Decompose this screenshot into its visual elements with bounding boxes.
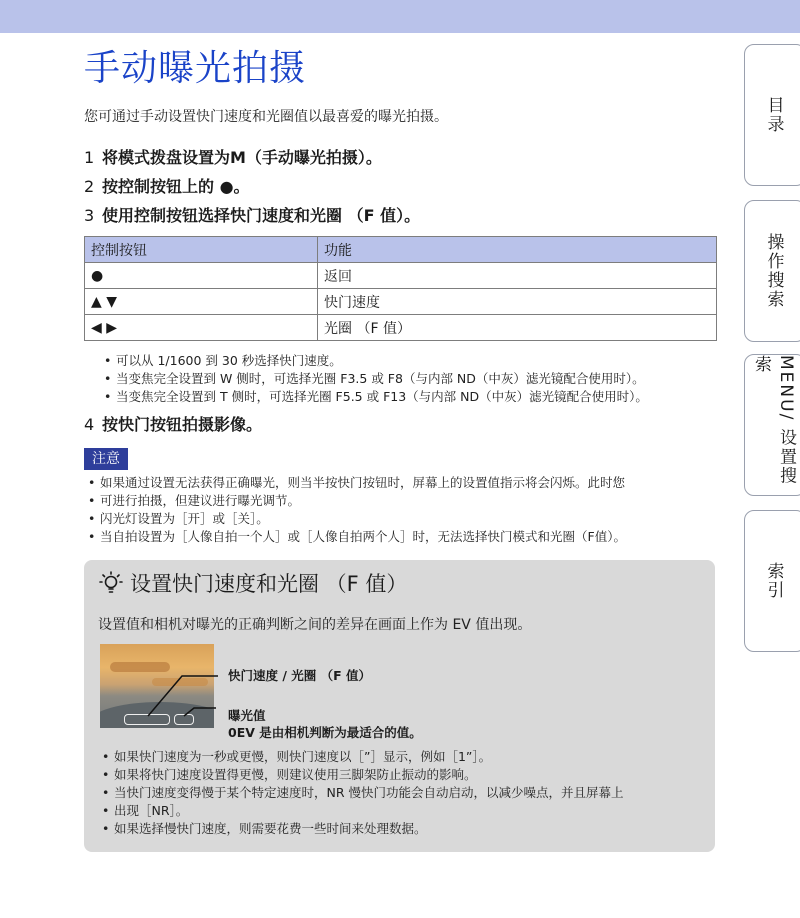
table-cell: 返回 — [318, 263, 717, 289]
list-item: • 闪光灯设置为［开］或［关］。 — [84, 510, 724, 528]
step-text: 按控制按钮上的 ●。 — [102, 177, 250, 196]
list-item-text: 可进行拍摄，但建议进行曝光调节。 — [100, 493, 301, 508]
table-header: 控制按钮 — [85, 237, 318, 263]
table-row — [85, 289, 717, 315]
table-notes — [100, 352, 720, 406]
tab-label: 操作搜索 — [763, 233, 784, 309]
list-item: • 可以从 1/1600 到 30 秒选择快门速度。 — [100, 352, 720, 370]
callout-exposure-title: 曝光值 — [228, 708, 266, 723]
table-header-row — [85, 237, 717, 263]
hint-description: 设置值和相机对曝光的正确判断之间的差异在画面上作为 EV 值出现。 — [98, 617, 532, 633]
intro-text: 您可通过手动设置快门速度和光圈值以最喜爱的曝光拍摄。 — [84, 109, 448, 125]
tab-label: MENU/ 设置搜索 — [751, 355, 796, 486]
table-cell: ● — [85, 263, 318, 289]
tab-contents[interactable] — [744, 44, 800, 186]
callout-exposure-desc: 0EV 是由相机判断为最适合的值。 — [228, 725, 422, 740]
list-item: • 当变焦完全设置到 T 侧时，可选择光圈 F5.5 或 F13（与内部 ND（中灰）滤光镜配合使用时）。 — [100, 388, 720, 406]
control-button-table — [84, 236, 717, 341]
step-number: 1 — [84, 148, 95, 167]
step-1 — [84, 145, 382, 168]
page-title: 手动曝光拍摄 — [84, 48, 307, 89]
tab-menu-settings-search[interactable] — [744, 354, 800, 496]
list-item: • 当快门速度变得慢于某个特定速度时，NR 慢快门功能会自动启动，以减少噪点，并且屏幕上 — [98, 784, 703, 802]
hint-title-text: 设置快门速度和光圈 （F 值） — [130, 572, 408, 596]
callout-shutter-aperture: 快门速度 / 光圈 （F 值） — [228, 668, 372, 683]
table-row — [85, 263, 717, 289]
caution-list — [84, 474, 724, 546]
list-item: • 如果选择慢快门速度，则需要花费一些时间来处理数据。 — [98, 820, 703, 838]
list-item: • 如果通过设置无法获得正确曝光，则当半按快门按钮时，屏幕上的设置值指示将会闪烁。此时您 — [84, 474, 724, 492]
list-item: • 如果将快门速度设置得更慢，则建议使用三脚架防止振动的影响。 — [98, 766, 703, 784]
table-cell: 快门速度 — [318, 289, 717, 315]
step-text: 使用控制按钮选择快门速度和光圈 （F 值）。 — [102, 206, 421, 225]
list-item-continued — [98, 802, 703, 820]
step-2 — [84, 174, 250, 197]
step-number: 4 — [84, 415, 95, 434]
hint-list — [98, 748, 703, 838]
table-cell: ◀ ▶ — [85, 315, 318, 341]
tab-index[interactable] — [744, 510, 800, 652]
list-item: • 如果快门速度为一秒或更慢，则快门速度以［”］显示，例如［1”］。 — [98, 748, 703, 766]
tab-label: 目录 — [763, 96, 784, 134]
list-item-text: 出现［NR］。 — [114, 803, 189, 818]
caution-badge: 注意 — [84, 448, 128, 470]
step-number: 2 — [84, 177, 95, 196]
step-number: 3 — [84, 206, 95, 225]
table-header: 功能 — [318, 237, 717, 263]
hint-panel — [84, 560, 715, 852]
list-item-continued — [84, 492, 724, 510]
step-4 — [84, 412, 262, 435]
step-3 — [84, 203, 420, 226]
table-cell: ▲ ▼ — [85, 289, 318, 315]
top-bar — [0, 0, 800, 33]
step-text: 将模式拨盘设置为M（手动曝光拍摄）。 — [102, 148, 382, 167]
step-text: 按快门按钮拍摄影像。 — [102, 415, 263, 434]
table-row — [85, 315, 717, 341]
list-item: • 当变焦完全设置到 W 侧时，可选择光圈 F3.5 或 F8（与内部 ND（中灰）滤光镜配合使用时）。 — [100, 370, 720, 388]
list-item: • 当自拍设置为［人像自拍一个人］或［人像自拍两个人］时，无法选择快门模式和光圈（F值）。 — [84, 528, 724, 546]
callout-exposure — [228, 707, 422, 741]
table-cell: 光圈 （F 值） — [318, 315, 717, 341]
tab-label: 索引 — [763, 562, 784, 600]
tab-operation-search[interactable] — [744, 200, 800, 342]
